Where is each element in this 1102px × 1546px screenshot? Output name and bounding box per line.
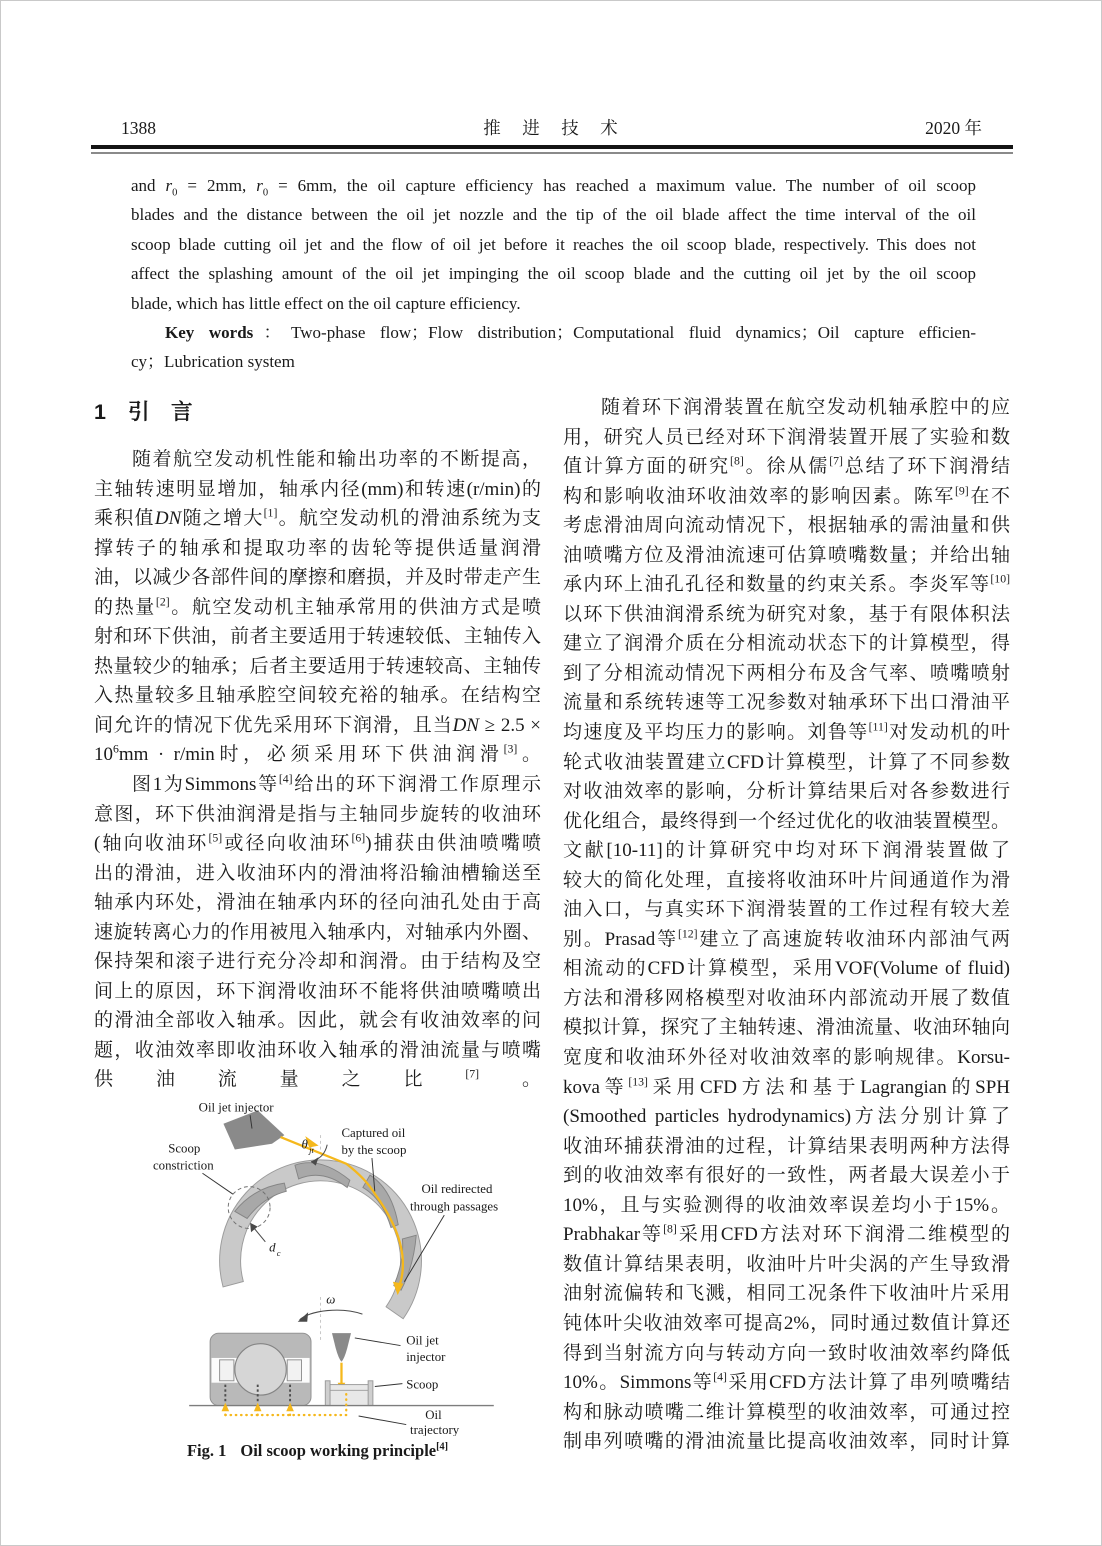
header-rule-thick — [91, 145, 1013, 149]
body-line: 对收油效率的影响，分析计算结果后对各参数进行 — [563, 781, 1010, 803]
body-line: (Smoothed particles hydrodynamics)方法分别计算了 — [563, 1106, 1010, 1128]
constriction-pointer — [202, 1173, 232, 1194]
body-line: 撑转子的轴承和提取功率的齿轮等提供适量润滑 — [94, 537, 541, 559]
body-line: 意图，环下供油润滑是指与主轴同步旋转的收油环 — [94, 803, 541, 825]
body-line: 用，研究人员已经对环下润滑装置开展了实验和数 — [563, 426, 1010, 448]
dc-sub-label: c — [276, 1248, 281, 1259]
scoop-wall-right — [368, 1381, 373, 1406]
body-line: 流量和系统转速等工况参数对轴承环下出口滑油平 — [563, 692, 1010, 714]
body-line: 10%。Simmons等[4]采用CFD方法计算了串列喷嘴结 — [563, 1370, 1011, 1394]
keywords-block — [131, 318, 976, 377]
abstract-text — [131, 171, 976, 318]
body-line: 相流动的CFD计算模型，采用VOF(Volume of fluid) — [563, 958, 1010, 980]
body-line: 均速度及平均压力的影响。刘鲁等[11]对发动机的叶 — [563, 720, 1010, 744]
body-line: 收油环捕获滑油的过程，计算结果表明两种方法得 — [563, 1135, 1010, 1157]
figure-caption-text: Oil scoop working principle — [240, 1441, 437, 1460]
bearing-cage-right — [287, 1360, 301, 1381]
body-line: 到的收油效率有很好的一致性，两者最大误差小于 — [563, 1165, 1010, 1187]
body-line: 构和脉动喷嘴二维计算模型的收油效率，可通过控 — [563, 1401, 1010, 1423]
body-line: 随着环下润滑装置在航空发动机轴承腔中的应 — [601, 397, 1010, 418]
figure-caption — [94, 1441, 541, 1461]
body-line: 射和环下供油，前者主要适用于转速较低、主轴传入 — [94, 626, 541, 648]
body-line: 入热量较多且轴承腔空间较充裕的轴承。在结构空 — [94, 685, 541, 707]
body-line: 承内环上油孔孔径和数量的约束关系。李炎军等[10] — [563, 572, 1010, 596]
section-heading — [94, 395, 192, 426]
body-line: 油，以减少各部件间的摩擦和磨损，并及时带走产生 — [94, 567, 541, 589]
captured-oil-label-2: by the scoop — [341, 1143, 407, 1158]
body-line: (轴向收油环[5]或径向收油环[6])捕获由供油喷嘴喷 — [94, 831, 542, 855]
oil-jet-injector-label: Oil jet injector — [198, 1100, 274, 1115]
body-line: 保持架和滚子进行充分冷却和润滑。由于结构及空 — [94, 951, 541, 973]
section-number: 1 — [94, 400, 106, 424]
body-line: 别。Prasad等[12]建立了高速旋转收油环内部油气两 — [563, 927, 1010, 950]
theta-sub-label: jt — [309, 1145, 314, 1156]
omega-arrow — [300, 1310, 363, 1320]
body-line: 速旋转离心力的作用被甩入轴承内，对轴承内外圈、 — [94, 921, 541, 943]
bottom-injector-pointer — [355, 1338, 401, 1346]
body-line: 较大的简化处理，直接将收油环叶片间通道作为滑 — [563, 869, 1010, 891]
bottom-injector-label-2: injector — [406, 1349, 446, 1364]
abstract-line: affect the splashing amount of the oil jet impinging the oil scoop blade and the cutting oil jet by the oil scoop — [131, 264, 976, 284]
body-line: 乘积值DN随之增大[1]。航空发动机的滑油系统为支 — [94, 506, 541, 530]
body-line: 方法和滑移网格模型对收油环内部流动开展了数值 — [563, 987, 1010, 1009]
body-line: 优化组合，最终得到一个经过优化的收油装置模型。 — [563, 810, 1010, 832]
body-line: 随着航空发动机性能和输出功率的不断提高， — [132, 449, 541, 470]
keywords-line: Key words：Two-phase flow；Flow distribution；Computational fluid dynamics；Oil capture efficien- — [165, 323, 976, 342]
bearing-cage-left — [220, 1360, 234, 1381]
scoop-ring — [220, 1160, 422, 1319]
theta-label: θ — [301, 1137, 308, 1152]
dc-label: d — [269, 1240, 276, 1255]
scoop-wall-left — [325, 1381, 330, 1406]
body-line: 主轴转速明显增加，轴承内径(mm)和转速(r/min)的 — [94, 478, 541, 500]
body-line: 数值计算结果表明，收油叶片叶尖涡的产生导致滑 — [563, 1253, 1010, 1275]
bottom-injector-shape — [332, 1333, 351, 1362]
section-title: 引 言 — [127, 400, 193, 424]
trajectory-label-1: Oil — [425, 1407, 442, 1422]
figure-caption-ref: [4] — [436, 1441, 449, 1453]
oil-jet-injector-shape — [223, 1110, 284, 1149]
omega-label: ω — [326, 1292, 336, 1307]
header-year: 2020 年 — [925, 118, 982, 138]
trajectory-label-2: trajectory — [410, 1423, 460, 1436]
body-line: $10^6mm \cdot r/\min$时，必须采用环下供油润滑[3]。 — [94, 743, 541, 766]
captured-oil-label-1: Captured oil — [341, 1126, 406, 1141]
body-line: 模拟计算，探究了主轴转速、滑油流量、收油环轴向 — [563, 1017, 1010, 1039]
body-line: 值计算方面的研究[8]。徐从儒[7]总结了环下润滑结 — [563, 454, 1010, 478]
figure-1 — [151, 1099, 551, 1441]
body-line: 制串列喷嘴的滑油流量比提高收油效率，同时计算 — [563, 1431, 1010, 1453]
oil-redirected-label-1: Oil redirected — [421, 1182, 493, 1197]
scoop-pointer — [375, 1384, 403, 1387]
body-line: 题，收油效率即收油环收入轴承的滑油流量与喷嘴 — [94, 1039, 541, 1061]
body-line: 建立了润滑介质在分相流动状态下的计算模型，得 — [563, 633, 1010, 655]
body-line: 10%，且与实验测得的收油效率误差均小于15%。 — [563, 1194, 1010, 1216]
right-column — [563, 393, 1010, 1457]
body-line: 油射流偏转和飞溅，相同工况条件下收油叶片采用 — [563, 1283, 1010, 1305]
body-line: kova等[13]采用CFD方法和基于Lagrangian的SPH — [563, 1075, 1011, 1098]
page-number: 1388 — [121, 118, 156, 138]
body-line: 得到当射流方向与转动方向一致时收油效率约降低 — [563, 1342, 1010, 1364]
body-line: 热量较少的轴承；后者主要适用于转速较高、主轴传 — [94, 655, 541, 677]
body-line: 考虑滑油周向流动情况下，根据轴承的需油量和供 — [563, 515, 1010, 537]
body-line: 文献[10-11]的计算研究中均对环下润滑装置做了 — [563, 840, 1010, 862]
body-line: 间允许的情况下优先采用环下润滑，且当DN ≥ 2.5 × — [94, 714, 541, 736]
body-line: 轮式收油装置建立CFD计算模型，计算了不同参数 — [563, 751, 1010, 773]
scoop-box — [328, 1385, 370, 1406]
body-line: 出的滑油，进入收油环内的滑油将沿输油槽输送至 — [94, 862, 541, 884]
figure-caption-number: Fig. 1 — [186, 1441, 227, 1460]
abstract-line: and $r_0 = 2mm$, $r_0 = 6mm$, the oil capture efficiency has reached a maximum value. The number of oil scoop — [131, 176, 976, 199]
left-column — [94, 445, 541, 1095]
running-header — [94, 115, 1010, 140]
body-line: 油入口，与真实环下润滑装置的工作过程有较大差 — [563, 899, 1010, 921]
body-line: 轴承内环处，滑油在轴承内环的径向油孔处由于高 — [94, 892, 541, 914]
body-line: 的滑油全部收入轴承。因此，就会有收油效率的问 — [94, 1010, 541, 1032]
body-line: 构和影响收油环收油效率的影响因素。陈军[9]在不 — [563, 484, 1010, 507]
keywords-line: cy；Lubrication system — [131, 352, 295, 372]
body-line: 钝体叶尖收油效率可提高2%，同时通过数值计算还 — [563, 1312, 1010, 1334]
abstract-line: scoop blade cutting oil jet and the flow of oil jet before it reaches the oil scoop blade, respectively. This does not — [131, 234, 976, 254]
header-rule-thin — [91, 152, 1013, 154]
scoop-constriction-label-1: Scoop — [168, 1141, 201, 1156]
bottom-injector-label-1: Oil jet — [406, 1333, 439, 1348]
bearing-ball — [235, 1344, 286, 1395]
body-line: 宽度和收油环外径对收油效率的影响规律。Korsu- — [563, 1047, 1010, 1069]
scoop-constriction-label-2: constriction — [152, 1158, 214, 1173]
body-line: 图1为Simmons等[4]给出的环下润滑工作原理示 — [132, 772, 541, 796]
body-line: 间上的原因，环下润滑收油环不能将供油喷嘴喷出 — [94, 980, 541, 1002]
body-line: 供油流量之比[7]。 — [94, 1068, 541, 1091]
trajectory-pointer — [359, 1416, 407, 1425]
body-line: 的热量[2]。航空发动机主轴承常用的供油方式是喷 — [94, 595, 541, 618]
oil-redirected-label-2: through passages — [410, 1199, 499, 1214]
bottom-scoop-label: Scoop — [406, 1377, 439, 1392]
oil-scoop-diagram — [151, 1099, 551, 1436]
body-line: 到了分相流动情况下两相分布及含气率、喷嘴喷射 — [563, 662, 1010, 684]
body-line: 以环下供油润滑系统为研究对象，基于有限体积法 — [563, 603, 1010, 625]
abstract-line: blade, which has little effect on the oil capture efficiency. — [131, 293, 521, 313]
body-line: Prabhakar等[8]采用CFD方法对环下润滑二维模型的 — [563, 1222, 1010, 1246]
journal-title: 推 进 技 术 — [483, 118, 620, 138]
abstract-line: blades and the distance between the oil jet nozzle and the tip of the oil blade affect the time interval of the oil — [131, 205, 976, 225]
body-line: 油喷嘴方位及滑油流速可估算喷嘴数量；并给出轴 — [563, 544, 1010, 566]
